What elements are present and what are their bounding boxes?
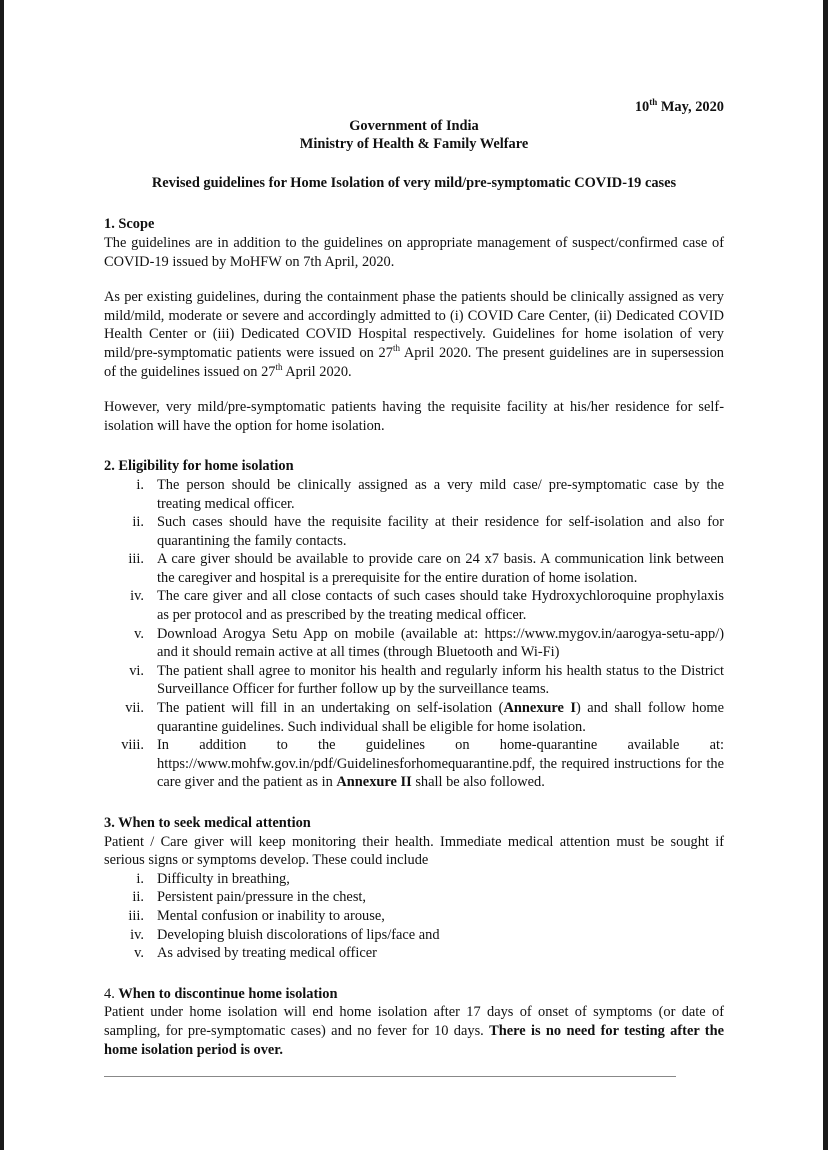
scope-paragraph-2: [104, 288, 724, 381]
item-text: Download Arogya Setu App on mobile (available at: https://www.mygov.in/aarogya-setu-app/) and it should remain active at all times (through Bluetooth and Wi-Fi): [157, 625, 724, 661]
list-item: [104, 513, 724, 550]
scope-paragraph-1: The guidelines are in addition to the guidelines on appropriate management of suspect/confirmed case of COVID-19 issued by MoHFW on 7th April, 2020.: [104, 234, 724, 270]
item-number: iii.: [128, 907, 144, 924]
horizontal-rule: [104, 1076, 676, 1077]
text-part: Patient under home isolation will end home isolation after 17 days of onset of symptoms (or date of sampling, for pre-symptomatic cases) and no fever for 10 days.: [104, 1004, 724, 1039]
item-number: viii.: [121, 737, 144, 754]
text-part: The patient will fill in an undertaking on self-isolation (: [157, 700, 504, 717]
discontinue-paragraph: [104, 1003, 724, 1059]
list-item: [104, 926, 724, 945]
text-part: shall be also followed.: [411, 774, 545, 791]
section-number: 4.: [104, 985, 119, 1002]
item-number: vi.: [129, 662, 144, 679]
list-item: [104, 587, 724, 624]
item-text: [157, 699, 724, 736]
list-item: [104, 736, 724, 792]
date-day: 10: [634, 99, 650, 115]
item-number: iii.: [128, 551, 144, 568]
list-item: [104, 870, 724, 889]
item-number: i.: [136, 870, 144, 887]
list-item: [104, 625, 724, 662]
item-text: Difficulty in breathing,: [157, 870, 290, 887]
date-rest: May, 2020: [657, 99, 724, 115]
item-number: iv.: [130, 926, 144, 943]
superscript: th: [275, 361, 283, 372]
item-number: vii.: [125, 700, 144, 717]
bold-note: There is no need for testing after the home isolation period is over.: [104, 1022, 724, 1058]
item-text: As advised by treating medical officer: [157, 945, 377, 962]
item-number: ii.: [132, 514, 144, 531]
section-title: When to discontinue home isolation: [118, 985, 338, 1002]
item-number: v.: [134, 945, 144, 962]
item-text: Developing bluish discolorations of lips/face and: [157, 926, 440, 943]
document-title: Revised guidelines for Home Isolation of very mild/pre-symptomatic COVID-19 cases: [151, 174, 677, 191]
item-text: A care giver should be available to provide care on 24 x7 basis. A communication link between the caregiver and hospital is a prerequisite for the entire duration of home isolation.: [157, 551, 724, 586]
annexure-reference: Annexure II: [336, 774, 412, 791]
list-item: [104, 907, 724, 926]
item-number: v.: [134, 625, 144, 642]
list-item: [104, 699, 724, 736]
section-discontinue-heading: [104, 985, 724, 1004]
scope-p2-part1: As per existing guidelines, during the containment phase the patients should be clinically assigned as very mild/mild, moderate or severe and accordingly admitted to (i) COVID Care Center, (ii) Dedicated COVID Health Center or (iii) Dedicated COVID Hospital respectively. Guidelines for home isolation of very mild/pre-symptomatic patients were issued on 27: [104, 289, 724, 361]
text-part: In addition to the guidelines on home-quarantine available at: https://www.mohfw.gov.in/pdf/Guidelinesforhomequarantine.pdf, the required instructions for the care giver and the patient as in: [157, 737, 724, 791]
list-item: [104, 550, 724, 587]
list-item: [104, 888, 724, 907]
ministry-name: Ministry of Health & Family Welfare: [299, 136, 529, 153]
section-scope-heading: 1. Scope: [104, 216, 155, 233]
document-page: [4, 0, 823, 1150]
item-text: The person should be clinically assigned as a very mild case/ pre-symptomatic case by the treating medical officer.: [157, 476, 724, 512]
text-part: ) and shall follow home quarantine guidelines. Such individual shall be eligible for home isolation.: [157, 700, 725, 735]
list-item: [104, 944, 724, 963]
item-number: i.: [136, 476, 144, 493]
scope-p2-part3: April 2020.: [282, 363, 352, 380]
document-date: [104, 98, 724, 117]
list-item: [104, 476, 724, 513]
attention-intro: Patient / Care giver will keep monitoring their health. Immediate medical attention must be sought if serious signs or symptoms develop. These could include: [104, 833, 724, 869]
section-attention-heading: 3. When to seek medical attention: [104, 815, 311, 831]
item-text: Mental confusion or inability to arouse,: [157, 907, 385, 924]
item-text: Persistent pain/pressure in the chest,: [157, 889, 367, 906]
government-name: Government of India: [349, 117, 479, 134]
item-text: [157, 736, 724, 792]
scope-p2-part2: April 2020. The present guidelines are in supersession of the guidelines issued on 27: [104, 344, 724, 380]
item-text: The patient shall agree to monitor his health and regularly inform his health status to the District Surveillance Officer for further follow up by the surveillance teams.: [157, 662, 724, 698]
item-number: iv.: [130, 588, 144, 605]
document-body: [104, 98, 724, 1077]
item-number: ii.: [132, 889, 144, 906]
section-eligibility-heading: 2. Eligibility for home isolation: [104, 458, 294, 475]
annexure-reference: Annexure I: [503, 700, 576, 717]
item-text: The care giver and all close contacts of such cases should take Hydroxychloroquine prophylaxis as per protocol and as prescribed by the treating medical officer.: [157, 588, 724, 624]
date-suffix: th: [649, 97, 658, 108]
scope-paragraph-3: However, very mild/pre-symptomatic patients having the requisite facility at his/her residence for self-isolation will have the option for home isolation.: [104, 399, 724, 434]
superscript: th: [392, 343, 400, 354]
list-item: [104, 662, 724, 699]
eligibility-list: [104, 476, 724, 792]
symptoms-list: [104, 870, 724, 963]
item-text: Such cases should have the requisite facility at their residence for self-isolation and also for quarantining the family contacts.: [157, 514, 724, 549]
